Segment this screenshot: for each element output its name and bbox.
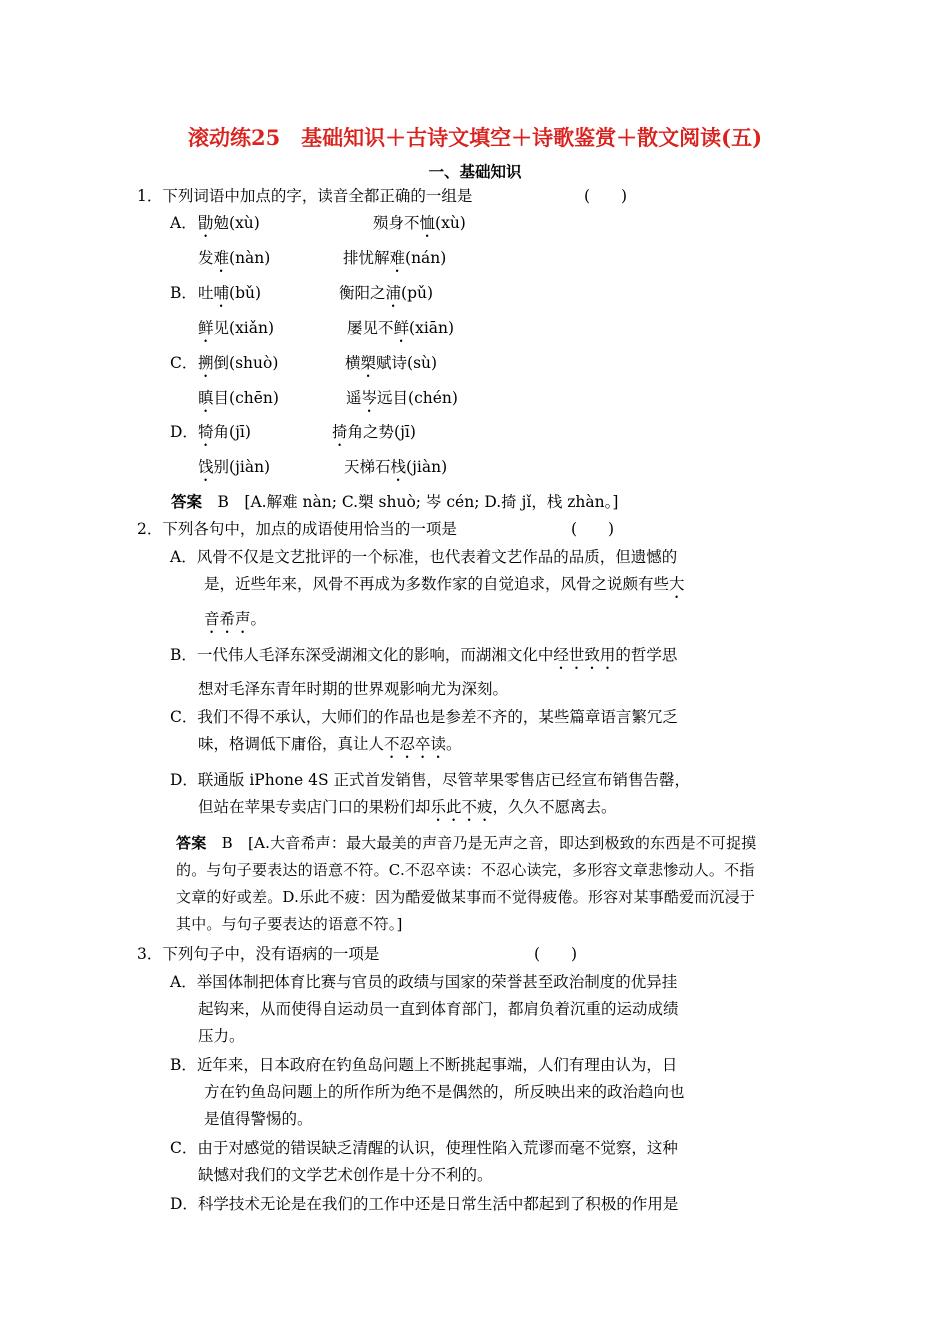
q3-answer-paren: ( ) (534, 945, 578, 963)
q2-option-c-line-1: C．我们不得不承认，大师们的作品也是参差不齐的，某些篇章语言繁冗乏 (170, 708, 678, 726)
q2-option-a-line-2: 是，近些年来，风骨不再成为多数作家的自觉追求，风骨之说颇有些大 (204, 575, 685, 593)
q3-option-d-line-1: D．科学技术无论是在我们的工作中还是日常生活中都起到了积极的作用是 (170, 1195, 679, 1213)
q1-answer: 答案 B [A.解难 nàn; C.槊 shuò; 岑 cén; D.掎 jǐ，栈 zhàn。] (171, 492, 619, 511)
q3-option-c-line-1: C．由于对感觉的错误缺乏清醒的认识，使理性陷入荒谬而毫不觉察，这种 (170, 1139, 678, 1157)
q2-answer-line-2: 的。与句子要表达的语意不符。C.不忍卒读：不忍心读完，多形容文章悲惨动人。不指 (176, 861, 755, 879)
q1-option-b-label: B． (170, 284, 197, 302)
q1-a-word-4: 排忧解难(nán) (343, 249, 447, 267)
q1-d-word-1: 犄角(jī) (198, 423, 251, 441)
q1-a-word-2: 殒身不恤(xù) (373, 214, 466, 232)
q1-b-word-3: 鲜见(xiǎn) (198, 319, 275, 337)
q2-option-b-line-2: 想对毛泽东青年时期的世界观影响尤为深刻。 (198, 680, 509, 698)
q1-option-c-label: C． (170, 354, 198, 372)
q1-option-a-label: A． (170, 214, 197, 232)
q1-c-word-2: 横槊赋诗(sù) (345, 354, 438, 372)
q1-c-word-4: 遥岑远目(chén) (346, 389, 458, 407)
q2-option-d-line-2: 但站在苹果专卖店门口的果粉们却乐此不疲，久久不愿离去。 (198, 798, 617, 816)
q2-stem: 2．下列各句中，加点的成语使用恰当的一项是 (137, 520, 457, 538)
q2-answer-line-4: 其中。与句子要表达的语意不符。] (176, 915, 403, 933)
q2-option-d-line-1: D．联通版 iPhone 4S 正式首发销售，尽管苹果零售店已经宣布销售告罄， (170, 771, 691, 789)
q2-option-a-line-3: 音希声。 (204, 610, 267, 628)
page-title: 滚动练25 基础知识＋古诗文填空＋诗歌鉴赏＋散文阅读(五) (187, 125, 763, 150)
q1-b-word-2: 衡阳之浦(pǔ) (339, 284, 434, 302)
q1-stem: 1．下列词语中加点的字，读音全都正确的一组是 (137, 187, 473, 205)
q1-a-word-3: 发难(nàn) (198, 249, 271, 267)
q3-option-b-line-3: 是值得警惕的。 (204, 1110, 313, 1128)
section-heading: 一、基础知识 (428, 162, 522, 181)
q1-c-word-1: 搠倒(shuò) (198, 354, 279, 372)
q1-option-d-label: D． (170, 423, 198, 441)
q2-answer-line-1: 答案 B [A.大音希声：最大最美的声音乃是无声之音，即达到极致的东西是不可捉摸 (176, 834, 757, 852)
q3-option-a-line-2: 起钩来，从而使得自运动员一直到体育部门，都肩负着沉重的运动成绩 (198, 1000, 679, 1018)
q2-option-c-line-2: 味，格调低下庸俗，真让人不忍卒读。 (198, 735, 462, 753)
q1-b-word-1: 吐哺(bǔ) (198, 284, 262, 302)
q1-c-word-3: 瞋目(chēn) (198, 389, 279, 407)
q3-option-a-line-1: A．举国体制把体育比赛与官员的政绩与国家的荣誉甚至政治制度的优异挂 (170, 973, 678, 991)
q1-d-word-2: 掎角之势(jī) (332, 423, 416, 441)
q1-answer-paren: ( ) (584, 187, 628, 205)
q2-option-b-line-1: B．一代伟人毛泽东深受湖湘文化的影响，而湖湘文化中经世致用的哲学思 (170, 646, 678, 664)
q3-option-b-line-2: 方在钓鱼岛问题上的所作所为绝不是偶然的，所反映出来的政治趋向也 (204, 1083, 685, 1101)
q3-option-b-line-1: B．近年来，日本政府在钓鱼岛问题上不断挑起事端，人们有理由认为，日 (170, 1056, 678, 1074)
q2-option-a-line-1: A．风骨不仅是文艺批评的一个标准，也代表着文艺作品的品质，但遗憾的 (170, 548, 678, 566)
q2-answer-paren: ( ) (571, 520, 615, 538)
q3-option-c-line-2: 缺憾对我们的文学艺术创作是十分不利的。 (198, 1166, 493, 1184)
q1-b-word-4: 屡见不鲜(xiān) (347, 319, 455, 337)
q3-stem: 3．下列句子中，没有语病的一项是 (137, 945, 380, 963)
q3-option-a-line-3: 压力。 (198, 1027, 245, 1045)
q2-answer-line-3: 文章的好或差。D.乐此不疲：因为酷爱做某事而不觉得疲倦。形容对某事酷爱而沉浸于 (176, 888, 756, 906)
q1-d-word-4: 天梯石栈(jiàn) (344, 458, 448, 476)
q1-a-word-1: 勖勉(xù) (198, 214, 260, 232)
q1-d-word-3: 饯别(jiàn) (198, 458, 271, 476)
